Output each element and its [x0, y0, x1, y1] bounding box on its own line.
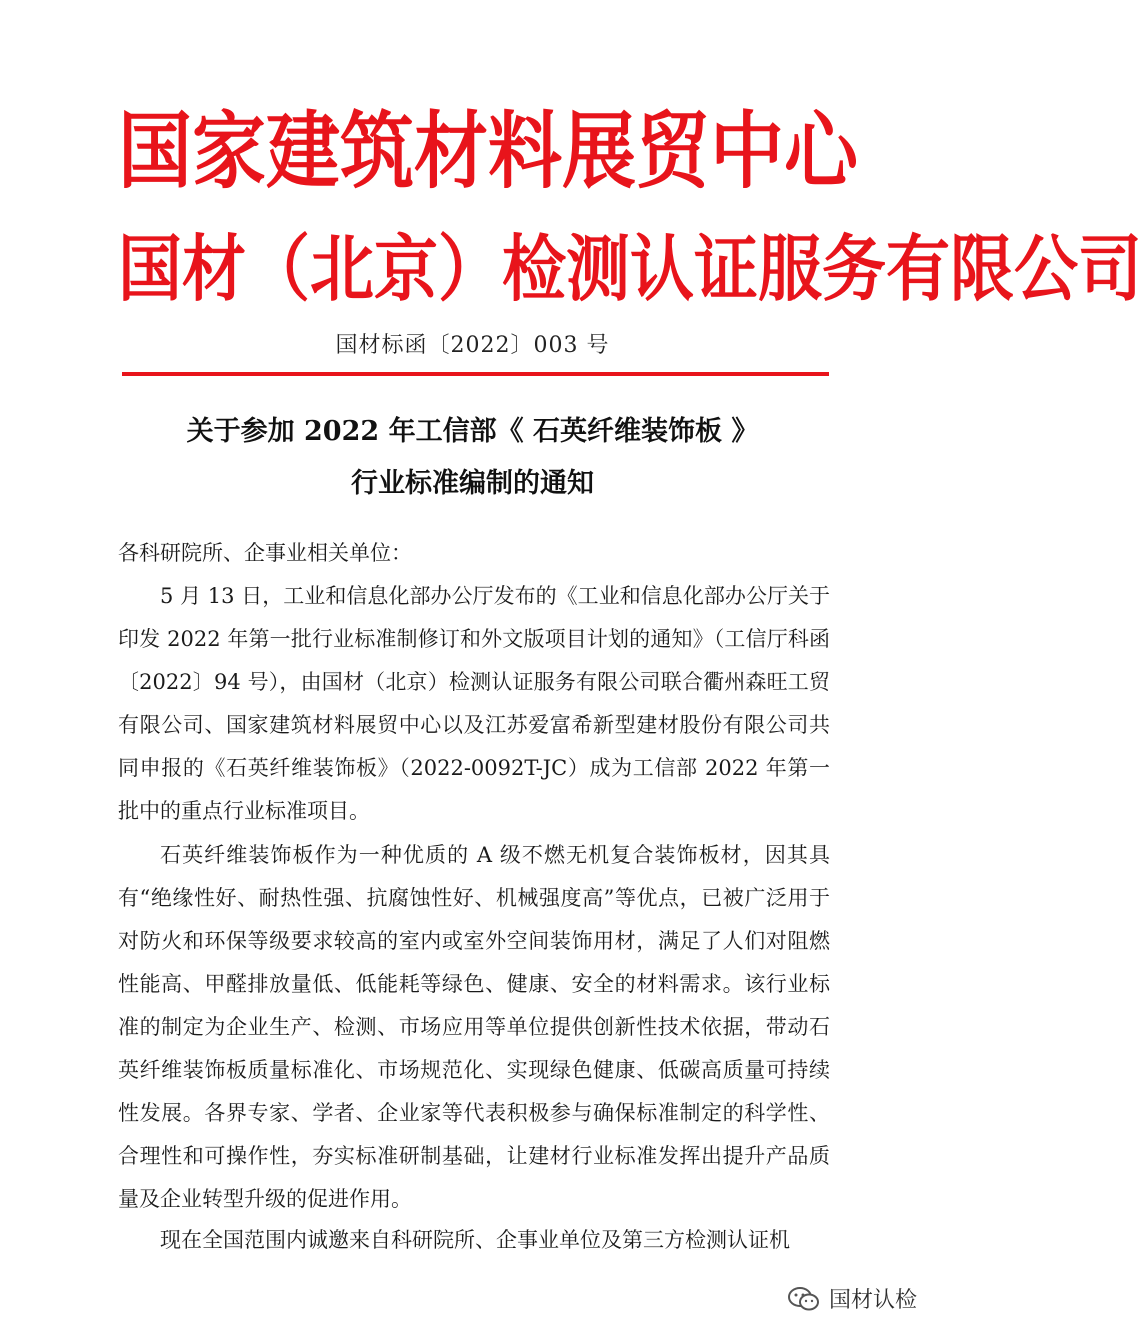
notice-title-line1: 关于参加 2022 年工信部《 石英纤维装饰板 》: [186, 416, 759, 447]
body-paragraph: 现在全国范围内诚邀来自科研院所、企事业单位及第三方检测认证机: [160, 1228, 790, 1252]
notice-title-line2: 行业标准编制的通知: [351, 468, 594, 499]
account-watermark[interactable]: [787, 1283, 917, 1314]
body-paragraph: 5 月 13 日，工业和信息化部办公厅发布的《工业和信息化部办公厅关于印发 2022 年第一批行业标准制修订和外文版项目计划的通知》（工信厅科函〔2022〕94 号），由国材（北京）检测认证服务有限公司联合衢州森旺工贸有限公司、国家建筑材料展贸中心以及江苏爱富希新型建材股份有限公司共同申报的《石英纤维装饰板》（2022-0092T-JC）成为工信部 2022 年第一批中的重点行业标准项目。: [118, 584, 830, 823]
body-paragraph: 石英纤维装饰板作为一种优质的 A 级不燃无机复合装饰板材，因其具有“绝缘性好、耐热性强、抗腐蚀性好、机械强度高”等优点，已被广泛用于对防火和环保等级要求较高的室内或室外空间装饰用材，满足了人们对阻燃性能高、甲醛排放量低、低能耗等绿色、健康、安全的材料需求。该行业标准的制定为企业生产、检测、市场应用等单位提供创新性技术依据，带动石英纤维装饰板质量标准化、市场规范化、实现绿色健康、低碳高质量可持续性发展。各界专家、学者、企业家等代表积极参与确保标准制定的科学性、合理性和可操作性，夯实标准研制基础，让建材行业标准发挥出提升产品质量及企业转型升级的促进作用。: [118, 843, 830, 1211]
red-header-divider: [122, 372, 829, 376]
salutation: 各科研院所、企事业相关单位：: [118, 541, 412, 565]
document-number: 国材标函〔2022〕003 号: [335, 333, 610, 358]
wechat-icon: [787, 1285, 821, 1313]
org-name-line2: 国材（北京）检测认证服务有限公司: [118, 228, 1142, 312]
org-name-line1: 国家建筑材料展贸中心: [118, 103, 858, 201]
account-name: 国材认检: [828, 1288, 917, 1313]
